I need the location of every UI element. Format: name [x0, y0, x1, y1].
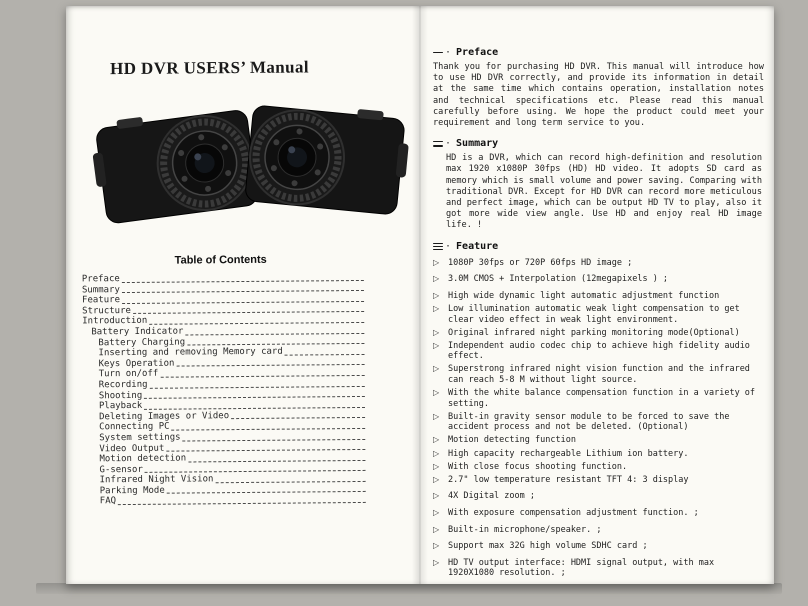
left-page: [63, 4, 422, 585]
toc-item-label: System settings: [99, 432, 181, 444]
feature-text: HD TV output interface: HDMI signal output, with max 1920X1080 resolution. ;: [448, 557, 715, 579]
feature-text: Superstrong infrared night vision function and the infrared can reach 5-8 M without light source.: [448, 364, 750, 385]
feature-item: [433, 435, 764, 446]
feature-text: High wide dynamic light automatic adjustment function: [448, 290, 720, 301]
feature-item: [433, 541, 764, 552]
feature-item: [433, 508, 764, 519]
feature-text: With the white balance compensation function in a variety of setting.: [448, 388, 756, 409]
toc-leader: [215, 481, 365, 483]
toc-item-label: Keys Operation: [98, 358, 175, 370]
bullet-arrow-icon: ▷: [433, 257, 440, 267]
toc-item-label: Summary: [81, 284, 120, 295]
bullet-arrow-icon: ▷: [433, 541, 440, 551]
bullet-arrow-icon: ▷: [433, 507, 440, 517]
feature-item: [433, 274, 764, 285]
cjk-separator: [445, 241, 451, 252]
feature-text: 3.0M CMOS + Interpolation (12megapixels ) ;: [448, 274, 669, 285]
toc-item-label: FAQ: [99, 496, 117, 507]
section-title: Feature: [456, 240, 499, 252]
cjk-separator: [445, 138, 451, 149]
feature-item: [433, 364, 764, 385]
toc-item-label: Infrared Night Vision: [99, 474, 214, 486]
summary-body: HD is a DVR, which can record high-definition and resolution max 1920 x1080P 30fps (HD) HD video. It adopts SD card as memory which is small volume and power saving. Comparing with traditional DVR. Except for HD DVR can record more meticulous and perfect image, which can be output HD TV to play, also it got more wide view angle. Use HD and enjoy real HD image life. !: [446, 153, 762, 231]
feature-list: [433, 258, 764, 579]
toc-item-label: Deleting Images or Video: [99, 410, 230, 422]
cjk-numeral-one-icon: [433, 48, 443, 58]
feature-text: With exposure compensation adjustment function. ;: [448, 507, 699, 518]
section-heading-preface: [433, 47, 764, 58]
bullet-arrow-icon: ▷: [433, 491, 440, 501]
section-title: Summary: [456, 138, 499, 150]
feature-item: [433, 291, 764, 302]
toc-item-label: Preface: [81, 274, 120, 285]
bullet-arrow-icon: ▷: [433, 274, 440, 284]
toc-item-label: Playback: [98, 401, 143, 412]
section-heading-summary: [433, 138, 764, 149]
toc-item-label: Turn on/off: [98, 369, 159, 380]
toc-title: Table of Contents: [174, 253, 267, 267]
section-heading-feature: [433, 241, 764, 252]
toc-leader: [185, 333, 364, 336]
toc-item-label: Video Output: [99, 443, 165, 454]
right-page: [420, 6, 774, 584]
dash-camera-illustration: [92, 85, 411, 246]
bullet-arrow-icon: ▷: [433, 340, 440, 350]
bullet-arrow-icon: ▷: [433, 557, 440, 567]
feature-text: Support max 32G high volume SDHC card ;: [448, 541, 648, 552]
bullet-arrow-icon: ▷: [433, 435, 440, 445]
bullet-arrow-icon: ▷: [433, 411, 440, 421]
bullet-arrow-icon: ▷: [433, 524, 440, 534]
toc-leader: [188, 460, 365, 463]
feature-text: With close focus shooting function.: [448, 461, 628, 472]
manual-spread: [66, 6, 774, 584]
feature-text: 4X Digital zoom ;: [448, 491, 535, 502]
toc-leader: [187, 343, 364, 346]
feature-text: Built-in microphone/speaker. ;: [448, 524, 602, 535]
feature-item: [433, 341, 764, 362]
manual-title: HD DVR USERS’ Manual: [109, 57, 310, 79]
toc-item-label: Structure: [82, 305, 131, 317]
bullet-arrow-icon: ▷: [433, 290, 440, 300]
toc-item-label: Parking Mode: [99, 485, 165, 497]
toc-item-label: Recording: [98, 379, 148, 391]
bullet-arrow-icon: ▷: [433, 364, 440, 374]
feature-item: [433, 525, 764, 536]
bullet-arrow-icon: ▷: [433, 461, 440, 471]
feature-item: [433, 449, 764, 460]
feature-item: [433, 304, 764, 325]
preface-body: Thank you for purchasing HD DVR. This manual will introduce how to use HD DVR correctly, and provide its information in detail at the same time which contains operation, installation notes and technical specifications etc. Please read this manual carefully before using. We hope the product could meet your requirement and long term service to you.: [433, 62, 764, 129]
bullet-arrow-icon: ▷: [433, 474, 440, 484]
feature-text: Low illumination automatic weak light compensation to get clear video effect in weak light environment.: [448, 303, 740, 325]
toc-item-label: Introduction: [82, 316, 148, 327]
toc-item-label: Inserting and removing Memory card: [98, 346, 283, 359]
feature-item: [433, 328, 764, 339]
table-of-contents: [82, 272, 366, 508]
feature-text: 2.7" low temperature resistant TFT 4: 3 display: [448, 474, 689, 485]
feature-item: [433, 475, 764, 486]
toc-leader: [183, 438, 366, 441]
toc-leader: [118, 502, 366, 505]
feature-text: 1080P 30fps or 720P 60fps HD image ;: [448, 257, 633, 268]
toc-leader: [176, 364, 364, 367]
feature-text: Original infrared night parking monitoring mode(Optional): [448, 327, 740, 338]
toc-item-label: Battery Charging: [98, 337, 186, 348]
toc-leader: [231, 417, 365, 419]
toc-item-label: G-sensor: [99, 464, 143, 475]
feature-item: [433, 558, 764, 579]
feature-text: Built-in gravity sensor module to be forced to save the accident process and not be deleted. (Optional): [448, 411, 730, 433]
feature-item: [433, 412, 764, 433]
feature-text: Motion detecting function: [448, 435, 576, 446]
bullet-arrow-icon: ▷: [433, 448, 440, 458]
toc-item-label: Connecting PC: [99, 421, 170, 433]
feature-text: High capacity rechargeable Lithium ion battery.: [448, 448, 689, 459]
toc-leader: [285, 354, 365, 356]
feature-item: [433, 258, 764, 269]
feature-text: Independent audio codec chip to achieve high fidelity audio effect.: [448, 340, 750, 362]
toc-item-label: Battery Indicator: [91, 326, 184, 338]
toc-item-label: Motion detection: [99, 453, 187, 465]
bullet-arrow-icon: ▷: [433, 303, 440, 313]
feature-item: [433, 388, 764, 409]
bullet-arrow-icon: ▷: [433, 388, 440, 398]
cjk-numeral-two-icon: [433, 139, 443, 149]
cjk-numeral-three-icon: [433, 241, 443, 251]
cjk-separator: [445, 47, 451, 58]
feature-item: [433, 462, 764, 473]
feature-item: [433, 491, 764, 502]
section-title: Preface: [456, 47, 499, 58]
toc-item-label: Feature: [81, 295, 121, 306]
dvr-product-photo: [92, 85, 411, 246]
bullet-arrow-icon: ▷: [433, 327, 440, 337]
toc-item-label: Shooting: [98, 390, 143, 401]
